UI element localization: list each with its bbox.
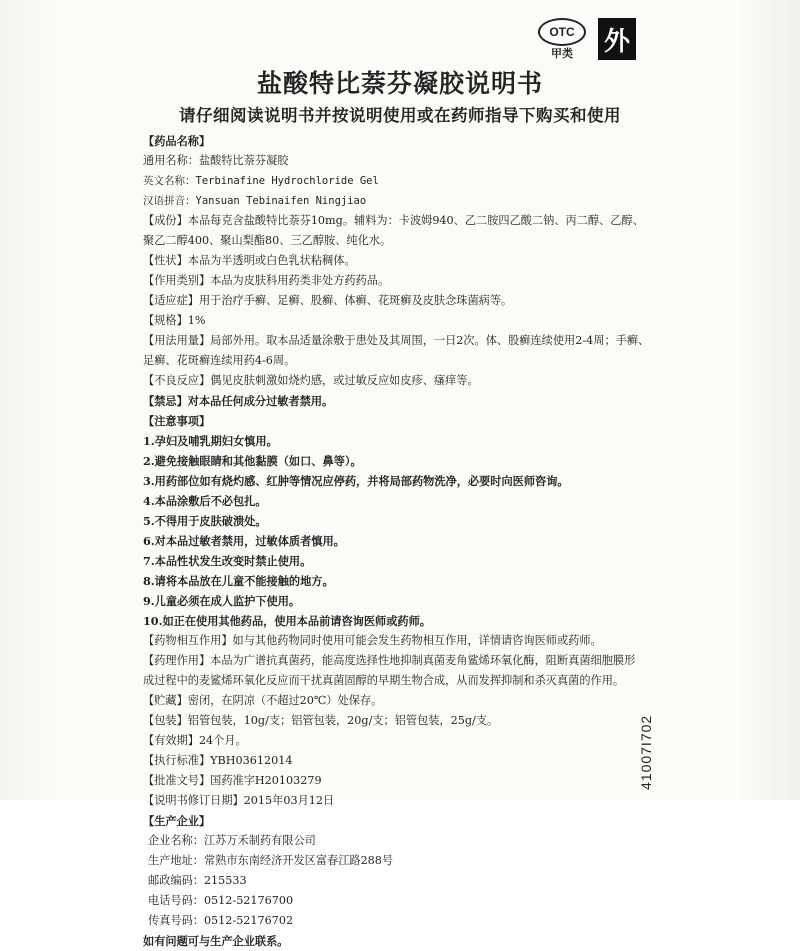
pharmacology-line-1: 【药理作用】本品为广谱抗真菌药，能高度选择性地抑制真菌麦角鲨烯环氧化酶，阻断真菌细胞膜形 xyxy=(143,654,636,667)
postcode: 邮政编码：215533 xyxy=(148,874,247,887)
side-print-code: 41007I702 xyxy=(638,714,654,790)
usage-line-2: 足癣、花斑癣连续用药4-6周。 xyxy=(143,354,296,367)
note-item: 5.不得用于皮肤破溃处。 xyxy=(143,514,267,528)
note-item: 8.请将本品放在儿童不能接触的地方。 xyxy=(143,574,334,588)
contraindications: 【禁忌】对本品任何成分过敏者禁用。 xyxy=(143,394,334,408)
pharmacology-line-2: 成过程中的麦鲨烯环氧化反应而干扰真菌固醇的早期生物合成，从而发挥抑制和杀灭真菌的作用。 xyxy=(143,674,625,687)
ingredients-line-2: 聚乙二醇400、聚山梨酯80、三乙醇胺、纯化水。 xyxy=(143,234,392,247)
pinyin-name: 汉语拼音：Yansuan Tebinaifen Ningjiao xyxy=(143,195,367,207)
document-title: 盐酸特比萘芬凝胶说明书 xyxy=(256,69,543,98)
notes-heading: 【注意事项】 xyxy=(143,414,211,428)
otc-class-label: 甲类 xyxy=(551,47,573,60)
otc-badge: OTC xyxy=(538,18,586,46)
footer-note: 如有问题可与生产企业联系。 xyxy=(143,934,289,948)
fax-number: 传真号码：0512-52176702 xyxy=(148,914,294,927)
category: 【作用类别】本品为皮肤科用药类非处方药药品。 xyxy=(143,274,390,287)
note-item: 7.本品性状发生改变时禁止使用。 xyxy=(143,554,312,568)
company-name: 企业名称：江苏万禾制药有限公司 xyxy=(148,834,316,847)
header-badges xyxy=(538,18,640,66)
approval-number: 【批准文号】国药准字H20103279 xyxy=(143,774,322,787)
drug-name-heading: 【药品名称】 xyxy=(143,134,211,148)
note-item: 10.如正在使用其他药品，使用本品前请咨询医师或药师。 xyxy=(143,614,431,628)
drug-interactions: 【药物相互作用】如与其他药物同时使用可能会发生药物相互作用，详情请咨询医师或药师。 xyxy=(143,634,602,647)
storage: 【贮藏】密闭，在阴凉（不超过20℃）处保存。 xyxy=(143,694,383,707)
manufacturer-heading: 【生产企业】 xyxy=(143,814,211,828)
note-item: 9.儿童必须在成人监护下使用。 xyxy=(143,594,301,608)
english-name: 英文名称：Terbinafine Hydrochloride Gel xyxy=(143,175,379,187)
note-item: 4.本品涂敷后不必包扎。 xyxy=(143,494,267,508)
standard: 【执行标准】YBH03612014 xyxy=(143,754,293,767)
external-use-badge: 外 xyxy=(598,18,636,60)
common-name: 通用名称：盐酸特比萘芬凝胶 xyxy=(143,154,289,167)
note-item: 2.避免接触眼睛和其他黏膜（如口、鼻等）。 xyxy=(143,454,362,468)
character: 【性状】本品为半透明或白色乳状粘稠体。 xyxy=(143,254,356,267)
document-subtitle: 请仔细阅读说明书并按说明使用或在药师指导下购买和使用 xyxy=(179,106,621,125)
specification: 【规格】1% xyxy=(143,314,206,327)
ingredients-line-1: 【成份】本品每克含盐酸特比萘芬10mg。辅料为：卡波姆940、乙二胺四乙酸二钠、丙二醇、乙醇、 xyxy=(143,214,644,227)
leaflet-body xyxy=(143,131,663,951)
package: 【包装】铝管包装，10g/支；铝管包装，20g/支；铝管包装，25g/支。 xyxy=(143,714,499,727)
phone-number: 电话号码：0512-52176700 xyxy=(148,894,294,907)
adverse-reactions: 【不良反应】偶见皮肤刺激如烧灼感，或过敏反应如皮疹、瘙痒等。 xyxy=(143,374,479,387)
company-address: 生产地址：常熟市东南经济开发区富春江路288号 xyxy=(148,854,394,867)
note-item: 3.用药部位如有烧灼感、红肿等情况应停药，并将局部药物洗净，必要时向医师咨询。 xyxy=(143,474,569,488)
indication: 【适应症】用于治疗手癣、足癣、股癣、体癣、花斑癣及皮肤念珠菌病等。 xyxy=(143,294,513,307)
note-item: 1.孕妇及哺乳期妇女慎用。 xyxy=(143,434,278,448)
validity: 【有效期】24个月。 xyxy=(143,734,247,747)
usage-line-1: 【用法用量】局部外用。取本品适量涂敷于患处及其周围，一日2次。体、股癣连续使用2-4周；手癣、 xyxy=(143,334,650,347)
revision-date: 【说明书修订日期】2015年03月12日 xyxy=(143,794,335,807)
note-item: 6.对本品过敏者禁用，过敏体质者慎用。 xyxy=(143,534,345,548)
